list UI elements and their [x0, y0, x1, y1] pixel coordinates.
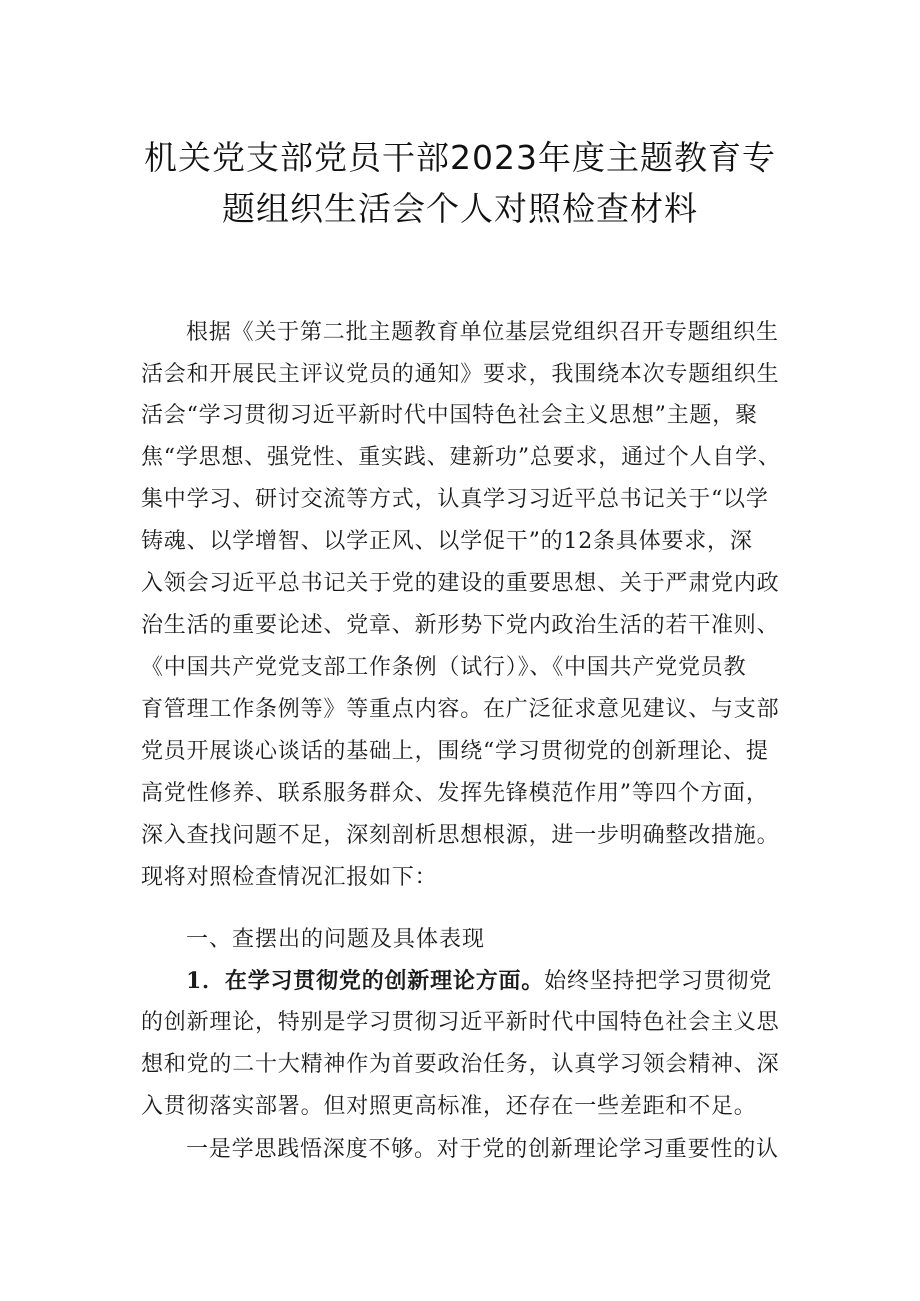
point-1-line: 一是学思践悟深度不够。对于党的创新理论学习重要性的认 — [186, 1137, 779, 1162]
intro-line: 焦“学思想、强党性、重实践、建新功”总要求，通过个人自学、 — [141, 445, 781, 470]
intro-line: 党员开展谈心谈话的基础上，围绕“学习贯彻党的创新理论、提 — [141, 739, 769, 764]
item-1-heading: 1．在学习贯彻党的创新理论方面。 — [186, 968, 545, 994]
item-1-line: 的创新理论，特别是学习贯彻习近平新时代中国特色社会主义思 — [141, 1010, 780, 1035]
intro-line: 现将对照检查情况汇报如下： — [141, 865, 438, 890]
section-heading: 一、查摆出的问题及具体表现 — [186, 927, 486, 952]
intro-line: 活会和开展民主评议党员的通知》要求，我围绕本次专题组织生 — [141, 362, 780, 387]
intro-line: 《中国共产党党支部工作条例（试行）》、《中国共产党党员教 — [141, 655, 747, 680]
document-title-line-1: 机关党支部党员干部2023年度主题教育专 — [144, 138, 776, 177]
intro-line: 根据《关于第二批主题教育单位基层党组织召开专题组织生 — [186, 320, 779, 345]
intro-line: 育管理工作条例等》等重点内容。在广泛征求意见建议、与支部 — [141, 697, 780, 722]
intro-line: 高党性修养、联系服务群众、发挥先锋模范作用”等四个方面， — [141, 781, 769, 806]
item-1-first-line — [186, 966, 786, 996]
intro-line: 铸魂、以学增智、以学正风、以学促干”的12条具体要求，深 — [141, 529, 753, 554]
document-title-line-2: 题组织生活会个人对照检查材料 — [222, 189, 698, 228]
item-1-line: 想和党的二十大精神作为首要政治任务，认真学习领会精神、深 — [141, 1052, 780, 1077]
intro-line: 入领会习近平总书记关于党的建设的重要思想、关于严肃党内政 — [141, 571, 780, 596]
item-1-line: 入贯彻落实部署。但对照更高标准，还存在一些差距和不足。 — [141, 1094, 757, 1119]
intro-line: 集中学习、研讨交流等方式，认真学习习近平总书记关于“以学 — [141, 487, 769, 512]
intro-line: 深入查找问题不足，深刻剖析思想根源，进一步明确整改措施。 — [141, 823, 780, 848]
item-1-text: 始终坚持把学习贯彻党 — [544, 969, 773, 994]
intro-line: 治生活的重要论述、党章、新形势下党内政治生活的若干准则、 — [141, 613, 780, 638]
intro-line: 活会“学习贯彻习近平新时代中国特色社会主义思想”主题，聚 — [141, 403, 758, 428]
